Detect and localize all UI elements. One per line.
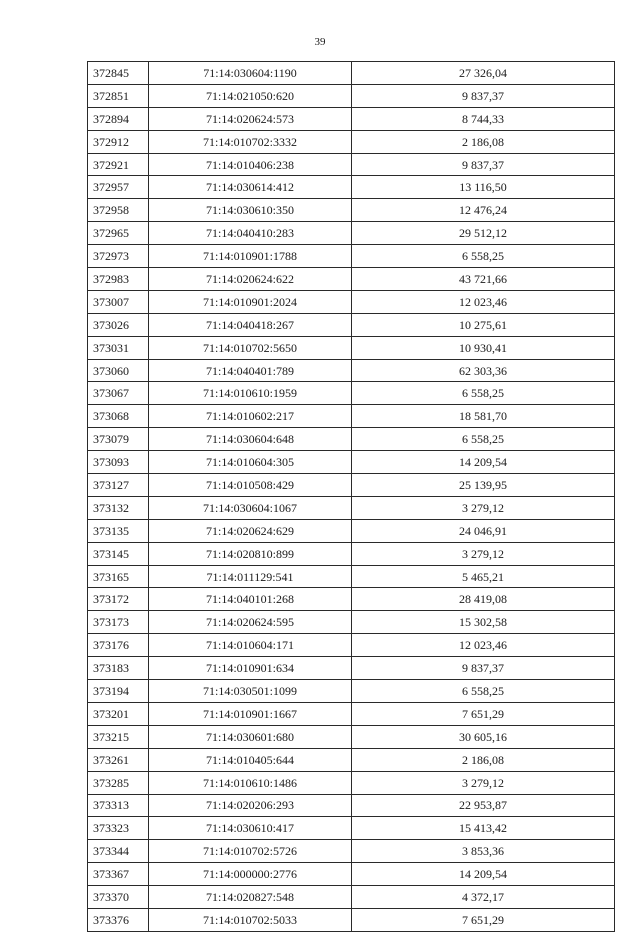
table-row: [88, 611, 615, 634]
value-cell: 43 721,66: [352, 268, 615, 291]
record-id-cell: 373172: [88, 588, 149, 611]
cadastral-number-cell: 71:14:010508:429: [149, 474, 352, 497]
table-row: [88, 680, 615, 703]
value-cell: 9 837,37: [352, 657, 615, 680]
value-cell: 12 023,46: [352, 634, 615, 657]
table-row: [88, 474, 615, 497]
record-id-cell: 373215: [88, 725, 149, 748]
table-row: [88, 496, 615, 519]
record-id-cell: 372912: [88, 130, 149, 153]
record-id-cell: 372958: [88, 199, 149, 222]
cadastral-number-cell: 71:14:000000:2776: [149, 863, 352, 886]
value-cell: 2 186,08: [352, 130, 615, 153]
table-body: [88, 62, 615, 932]
cadastral-number-cell: 71:14:040101:268: [149, 588, 352, 611]
cadastral-number-cell: 71:14:030601:680: [149, 725, 352, 748]
cadastral-number-cell: 71:14:030610:417: [149, 817, 352, 840]
record-id-cell: 373194: [88, 680, 149, 703]
table-row: [88, 382, 615, 405]
record-id-cell: 373344: [88, 840, 149, 863]
record-id-cell: 373183: [88, 657, 149, 680]
value-cell: 5 465,21: [352, 565, 615, 588]
record-id-cell: 372851: [88, 84, 149, 107]
cadastral-number-cell: 71:14:030604:1067: [149, 496, 352, 519]
value-cell: 62 303,36: [352, 359, 615, 382]
table-row: [88, 748, 615, 771]
table-row: [88, 199, 615, 222]
cadastral-number-cell: 71:14:020206:293: [149, 794, 352, 817]
record-id-cell: 373060: [88, 359, 149, 382]
record-id-cell: 373367: [88, 863, 149, 886]
value-cell: 12 476,24: [352, 199, 615, 222]
table-row: [88, 588, 615, 611]
cadastral-number-cell: 71:14:010901:634: [149, 657, 352, 680]
value-cell: 6 558,25: [352, 428, 615, 451]
cadastral-number-cell: 71:14:020624:629: [149, 519, 352, 542]
table-row: [88, 657, 615, 680]
value-cell: 6 558,25: [352, 382, 615, 405]
record-id-cell: 372845: [88, 62, 149, 85]
value-cell: 14 209,54: [352, 451, 615, 474]
cadastral-number-cell: 71:14:040410:283: [149, 222, 352, 245]
record-id-cell: 373007: [88, 290, 149, 313]
table-row: [88, 84, 615, 107]
value-cell: 3 279,12: [352, 771, 615, 794]
value-cell: 3 279,12: [352, 542, 615, 565]
value-cell: 18 581,70: [352, 405, 615, 428]
value-cell: 28 419,08: [352, 588, 615, 611]
value-cell: 10 275,61: [352, 313, 615, 336]
value-cell: 24 046,91: [352, 519, 615, 542]
page-number: 39: [314, 36, 326, 48]
value-cell: 10 930,41: [352, 336, 615, 359]
record-id-cell: 373079: [88, 428, 149, 451]
cadastral-number-cell: 71:14:010901:1788: [149, 245, 352, 268]
cadastral-number-cell: 71:14:010604:171: [149, 634, 352, 657]
table-row: [88, 62, 615, 85]
table-row: [88, 428, 615, 451]
cadastral-number-cell: 71:14:030604:1190: [149, 62, 352, 85]
record-id-cell: 373176: [88, 634, 149, 657]
record-id-cell: 373067: [88, 382, 149, 405]
table-row: [88, 886, 615, 909]
record-id-cell: 372957: [88, 176, 149, 199]
value-cell: 2 186,08: [352, 748, 615, 771]
value-cell: 7 651,29: [352, 702, 615, 725]
record-id-cell: 372894: [88, 107, 149, 130]
value-cell: 22 953,87: [352, 794, 615, 817]
cadastral-number-cell: 71:14:030604:648: [149, 428, 352, 451]
table-row: [88, 840, 615, 863]
value-cell: 3 853,36: [352, 840, 615, 863]
cadastral-number-cell: 71:14:010901:1667: [149, 702, 352, 725]
cadastral-number-cell: 71:14:040418:267: [149, 313, 352, 336]
table-row: [88, 908, 615, 931]
value-cell: 9 837,37: [352, 153, 615, 176]
table-row: [88, 245, 615, 268]
record-id-cell: 372921: [88, 153, 149, 176]
table-row: [88, 107, 615, 130]
value-cell: 15 302,58: [352, 611, 615, 634]
cadastral-number-cell: 71:14:020810:899: [149, 542, 352, 565]
cadastral-number-cell: 71:14:010702:5650: [149, 336, 352, 359]
table-row: [88, 176, 615, 199]
table-row: [88, 725, 615, 748]
value-cell: 7 651,29: [352, 908, 615, 931]
cadastral-number-cell: 71:14:030610:350: [149, 199, 352, 222]
cadastral-number-cell: 71:14:020624:573: [149, 107, 352, 130]
table-row: [88, 336, 615, 359]
cadastral-number-cell: 71:14:010702:5726: [149, 840, 352, 863]
cadastral-number-cell: 71:14:030614:412: [149, 176, 352, 199]
record-id-cell: 372983: [88, 268, 149, 291]
table-row: [88, 153, 615, 176]
record-id-cell: 373165: [88, 565, 149, 588]
record-id-cell: 373068: [88, 405, 149, 428]
table-row: [88, 519, 615, 542]
record-id-cell: 373127: [88, 474, 149, 497]
table-row: [88, 222, 615, 245]
value-cell: 30 605,16: [352, 725, 615, 748]
cadastral-number-cell: 71:14:010406:238: [149, 153, 352, 176]
value-cell: 14 209,54: [352, 863, 615, 886]
table-row: [88, 702, 615, 725]
table-row: [88, 634, 615, 657]
cadastral-number-cell: 71:14:011129:541: [149, 565, 352, 588]
table-row: [88, 359, 615, 382]
table-row: [88, 863, 615, 886]
value-cell: 25 139,95: [352, 474, 615, 497]
record-id-cell: 373026: [88, 313, 149, 336]
record-id-cell: 373093: [88, 451, 149, 474]
value-cell: 6 558,25: [352, 245, 615, 268]
table-row: [88, 794, 615, 817]
table-row: [88, 817, 615, 840]
table-row: [88, 290, 615, 313]
value-cell: 12 023,46: [352, 290, 615, 313]
record-id-cell: 373031: [88, 336, 149, 359]
cadastral-number-cell: 71:14:020624:622: [149, 268, 352, 291]
cadastral-number-cell: 71:14:020624:595: [149, 611, 352, 634]
value-cell: 15 413,42: [352, 817, 615, 840]
record-id-cell: 373313: [88, 794, 149, 817]
cadastral-number-cell: 71:14:030501:1099: [149, 680, 352, 703]
cadastral-number-cell: 71:14:010702:3332: [149, 130, 352, 153]
table-row: [88, 405, 615, 428]
value-cell: 29 512,12: [352, 222, 615, 245]
record-id-cell: 373132: [88, 496, 149, 519]
cadastral-number-cell: 71:14:010901:2024: [149, 290, 352, 313]
record-id-cell: 373145: [88, 542, 149, 565]
table-row: [88, 542, 615, 565]
record-id-cell: 373285: [88, 771, 149, 794]
data-table: [87, 61, 615, 932]
record-id-cell: 373201: [88, 702, 149, 725]
value-cell: 4 372,17: [352, 886, 615, 909]
record-id-cell: 372973: [88, 245, 149, 268]
record-id-cell: 372965: [88, 222, 149, 245]
cadastral-number-cell: 71:14:040401:789: [149, 359, 352, 382]
table-row: [88, 313, 615, 336]
cadastral-number-cell: 71:14:010604:305: [149, 451, 352, 474]
cadastral-number-cell: 71:14:010702:5033: [149, 908, 352, 931]
value-cell: 13 116,50: [352, 176, 615, 199]
table-row: [88, 771, 615, 794]
table-row: [88, 130, 615, 153]
cadastral-number-cell: 71:14:021050:620: [149, 84, 352, 107]
table-row: [88, 451, 615, 474]
cadastral-number-cell: 71:14:020827:548: [149, 886, 352, 909]
table-row: [88, 268, 615, 291]
cadastral-number-cell: 71:14:010610:1959: [149, 382, 352, 405]
cadastral-number-cell: 71:14:010405:644: [149, 748, 352, 771]
cadastral-number-cell: 71:14:010610:1486: [149, 771, 352, 794]
value-cell: 8 744,33: [352, 107, 615, 130]
record-id-cell: 373370: [88, 886, 149, 909]
record-id-cell: 373376: [88, 908, 149, 931]
record-id-cell: 373323: [88, 817, 149, 840]
value-cell: 6 558,25: [352, 680, 615, 703]
value-cell: 9 837,37: [352, 84, 615, 107]
table-row: [88, 565, 615, 588]
value-cell: 27 326,04: [352, 62, 615, 85]
value-cell: 3 279,12: [352, 496, 615, 519]
cadastral-number-cell: 71:14:010602:217: [149, 405, 352, 428]
record-id-cell: 373135: [88, 519, 149, 542]
record-id-cell: 373261: [88, 748, 149, 771]
record-id-cell: 373173: [88, 611, 149, 634]
